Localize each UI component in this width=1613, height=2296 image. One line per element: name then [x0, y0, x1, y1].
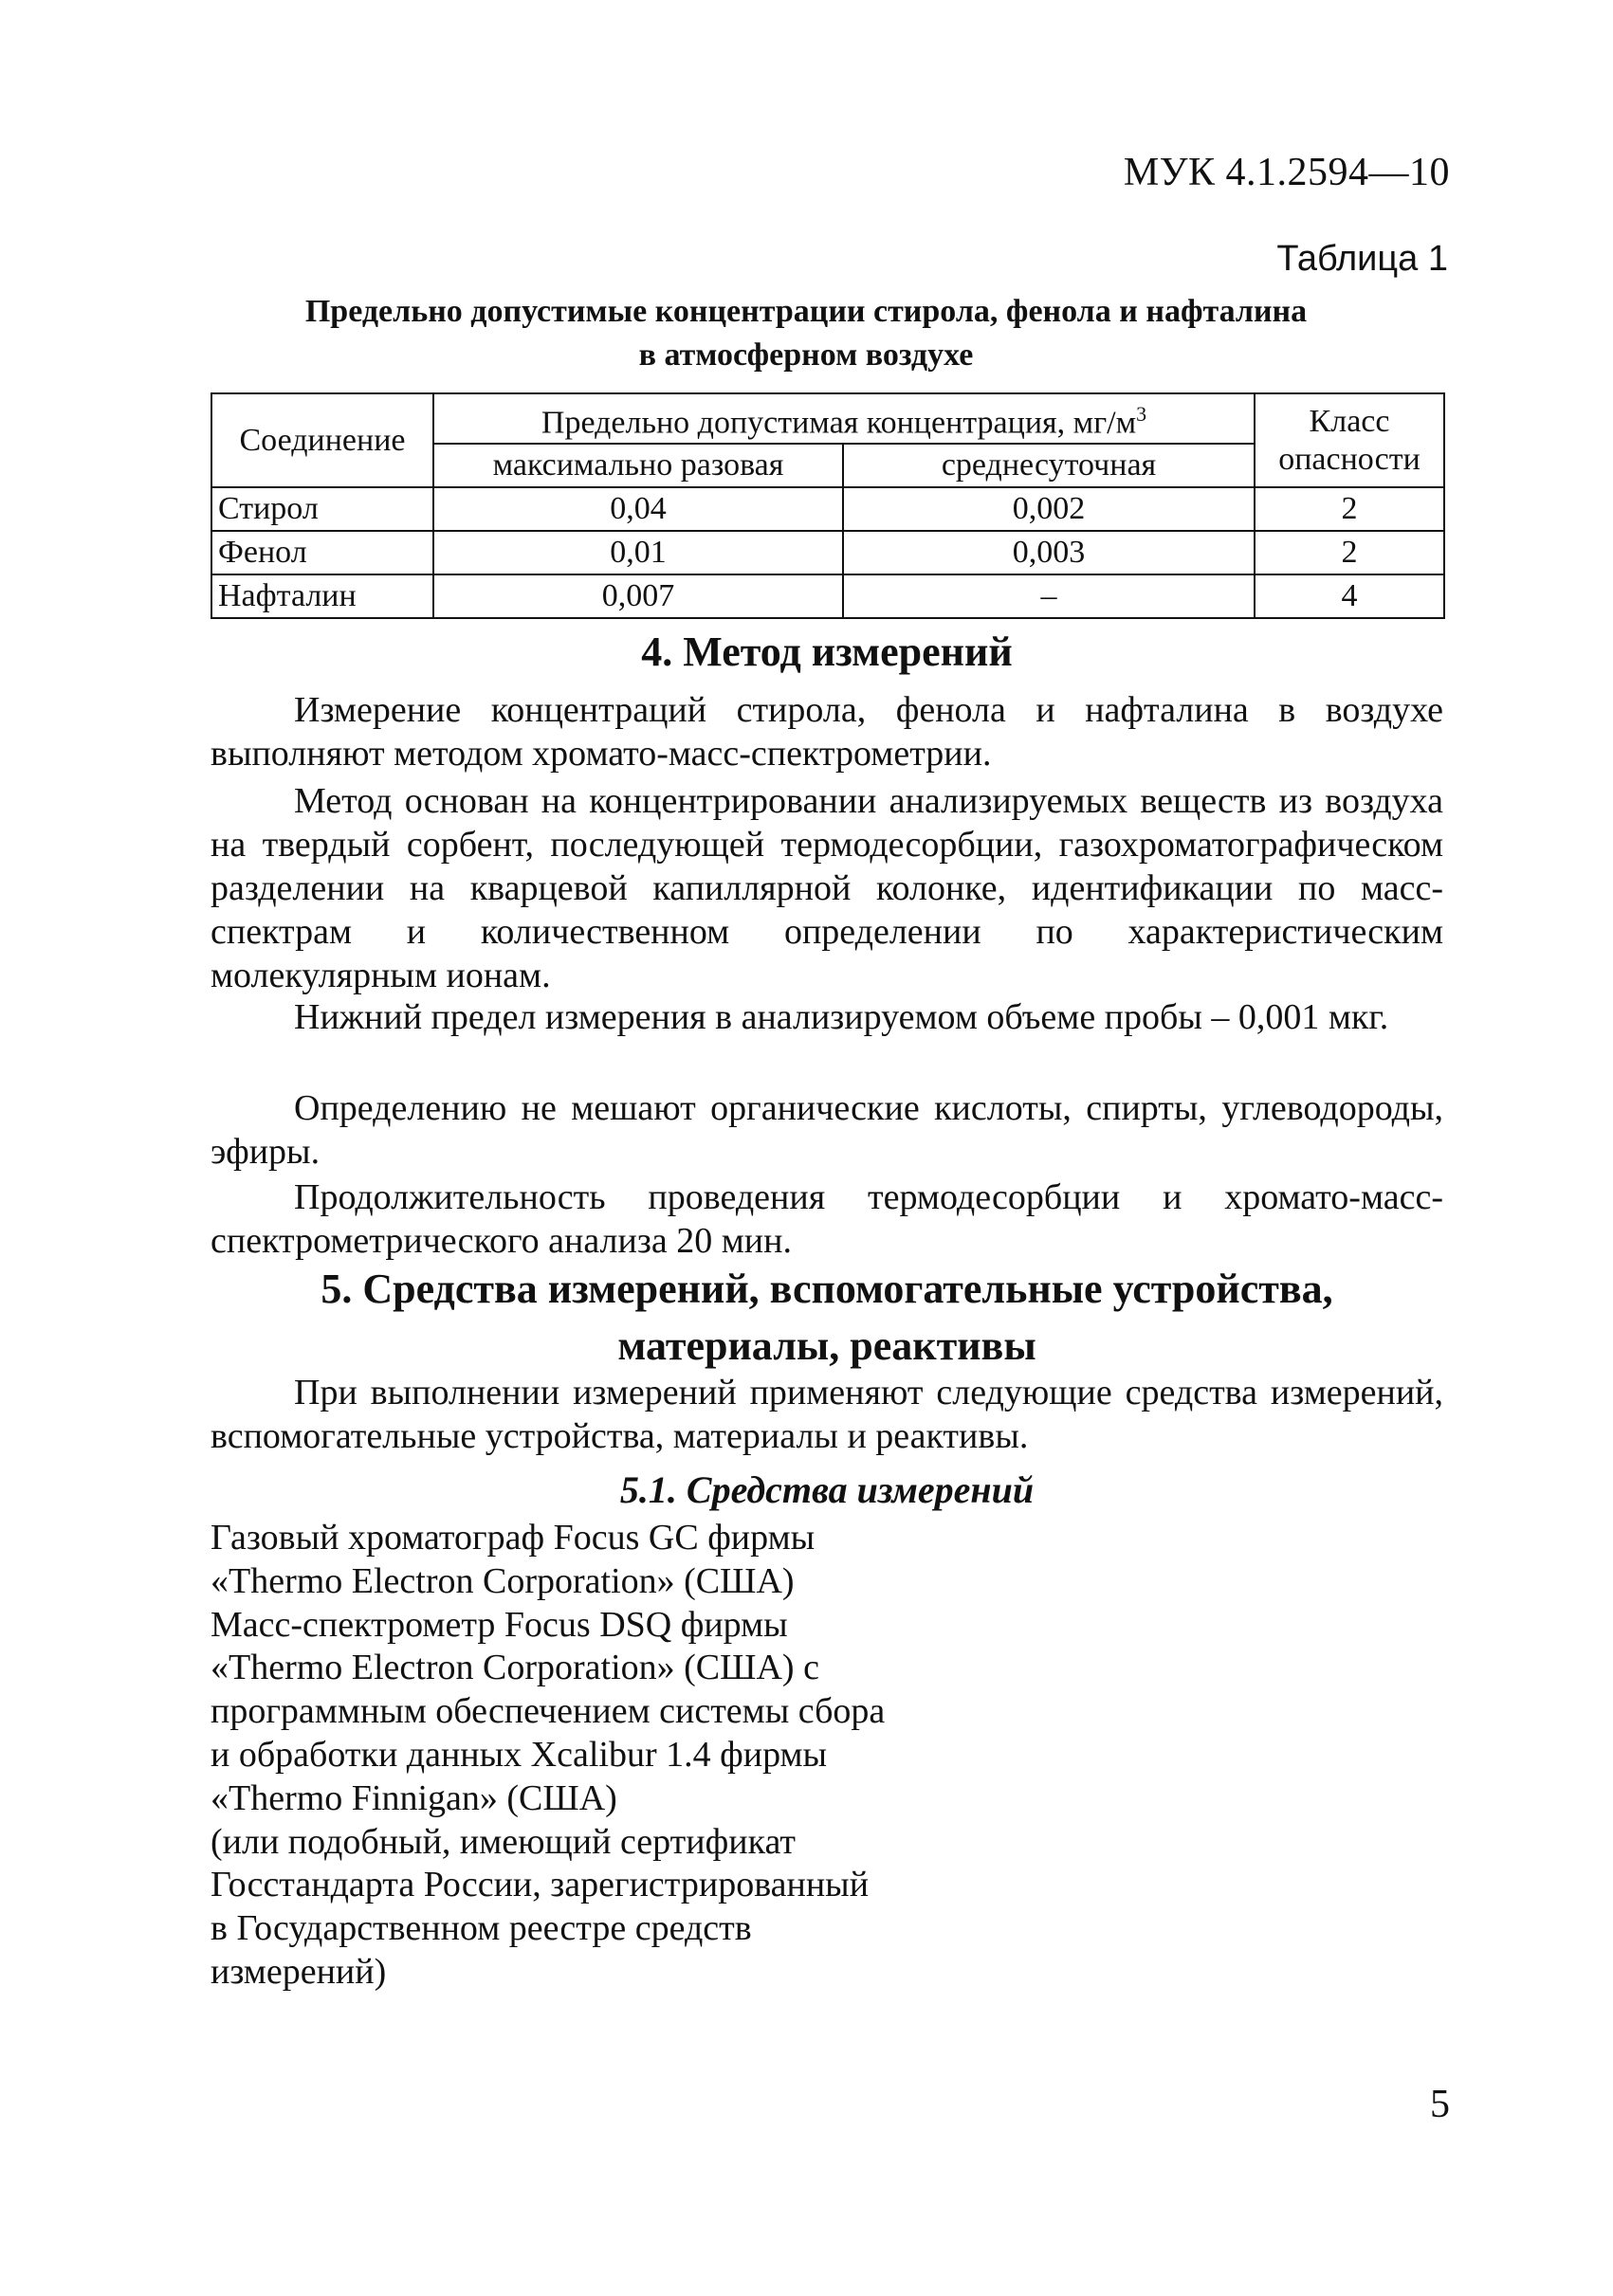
table-label: Таблица 1: [1276, 239, 1448, 279]
section-4-paragraph: Продолжительность проведения термодесорбции и хромато-масс-спектрометрического анализа 20 мин.: [211, 1177, 1443, 1261]
cell-compound: Фенол: [211, 531, 433, 574]
instrument-line: программным обеспечением системы сбора: [211, 1691, 886, 1732]
cell-max-single: 0,007: [433, 574, 843, 618]
cell-daily-avg: –: [843, 574, 1255, 618]
section-4-paragraph: Нижний предел измерения в анализируемом объеме пробы – 0,001 мкг.: [294, 997, 1389, 1037]
section-5-intro: При выполнении измерений применяют следующие средства измерений, вспомогательные устройства, материалы и реактивы.: [211, 1373, 1443, 1456]
section-5-title-line-1: 5. Средства измерений, вспомогательные устройства,: [321, 1266, 1333, 1312]
instrument-list: [211, 1517, 1064, 1995]
instrument-line: измерений): [211, 1951, 387, 1992]
section-4-title: 4. Метод измерений: [641, 629, 1013, 675]
header-max-single: максимально разовая: [433, 444, 843, 487]
cell-daily-avg: 0,003: [843, 531, 1255, 574]
instrument-line: «Thermo Electron Corporation» (США) с: [211, 1648, 819, 1688]
page-number: 5: [1430, 2083, 1450, 2126]
header-compound: Соединение: [211, 393, 433, 487]
instrument-line: Госстандарта России, зарегистрированный: [211, 1865, 870, 1905]
header-hazard-class: Класс опасности: [1255, 393, 1444, 487]
mpc-table: [211, 392, 1445, 619]
instrument-line: в Государственном реестре средств: [211, 1908, 752, 1949]
header-mpc-text: Предельно допустимая концентрация, мг/м: [541, 405, 1137, 441]
section-5-title: [211, 1261, 1443, 1375]
cell-max-single: 0,01: [433, 531, 843, 574]
section-4-paragraph: Измерение концентраций стирола, фенола и нафталина в воздухе выполняют методом хромато-масс-спектрометрии.: [211, 690, 1443, 774]
cell-compound: Нафталин: [211, 574, 433, 618]
instrument-line: и обработки данных Xcalibur 1.4 фирмы: [211, 1734, 828, 1775]
header-daily-avg: среднесуточная: [843, 444, 1255, 487]
header-mpc-superscript: 3: [1136, 402, 1147, 426]
table-row: [211, 487, 1444, 531]
instrument-line: (или подобный, имеющий сертификат: [211, 1821, 796, 1862]
table-title-line-2: в атмосферном воздухе: [638, 337, 974, 373]
table-title: [209, 290, 1403, 377]
instrument-line: Газовый хроматограф Focus GC фирмы: [211, 1518, 816, 1558]
instrument-line: «Thermo Finnigan» (США): [211, 1777, 617, 1818]
section-4-paragraph: Метод основан на концентрировании анализируемых веществ из воздуха на твердый сорбент, последующей термодесорбции, газохроматографическом разделении на кварцевой капиллярной колонке, идентификации по масс-спектрам и количественном определении по характеристическим молекулярным ионам.: [211, 781, 1443, 995]
table-title-line-1: Предельно допустимые концентрации стирола, фенола и нафталина: [304, 294, 1308, 329]
cell-daily-avg: 0,002: [843, 487, 1255, 531]
header-mpc: [433, 393, 1255, 444]
subsection-5-1-title: 5.1. Средства измерений: [619, 1468, 1035, 1511]
cell-hazard: 2: [1255, 531, 1444, 574]
instrument-line: «Thermo Electron Corporation» (США): [211, 1560, 795, 1601]
cell-compound: Стирол: [211, 487, 433, 531]
instrument-line: Масс-спектрометр Focus DSQ фирмы: [211, 1604, 788, 1645]
section-5-title-line-2: материалы, реактивы: [617, 1322, 1036, 1369]
document-code: МУК 4.1.2594—10: [1123, 151, 1450, 194]
table-row: [211, 574, 1444, 618]
cell-hazard: 4: [1255, 574, 1444, 618]
cell-max-single: 0,04: [433, 487, 843, 531]
table-row: [211, 531, 1444, 574]
cell-hazard: 2: [1255, 487, 1444, 531]
section-4-paragraph: Определению не мешают органические кислоты, спирты, углеводороды, эфиры.: [211, 1088, 1443, 1172]
